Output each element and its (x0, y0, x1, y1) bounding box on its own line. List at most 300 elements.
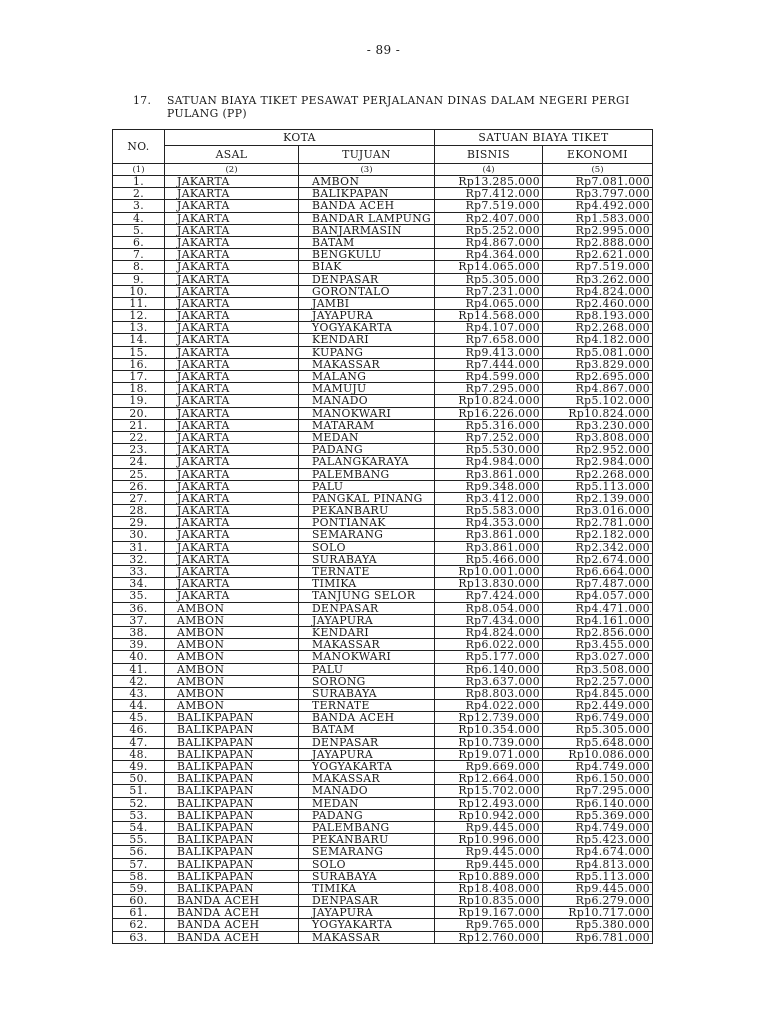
cell-asal: BALIKPAPAN (165, 846, 299, 858)
cell-asal: JAKARTA (165, 371, 299, 383)
cell-bisnis: Rp4.824.000 (435, 627, 543, 639)
cell-asal: JAKARTA (165, 444, 299, 456)
cell-no: 11. (113, 298, 165, 310)
cell-ekonomi: Rp2.139.000 (543, 493, 653, 505)
header-kota: KOTA (165, 130, 435, 146)
cell-asal: JAKARTA (165, 274, 299, 286)
cell-ekonomi: Rp6.150.000 (543, 773, 653, 785)
cell-asal: JAKARTA (165, 505, 299, 517)
table-row (113, 310, 653, 322)
cell-ekonomi: Rp2.449.000 (543, 700, 653, 712)
cell-ekonomi: Rp3.027.000 (543, 651, 653, 663)
cell-no: 43. (113, 688, 165, 700)
cell-bisnis: Rp10.835.000 (435, 895, 543, 907)
cell-no: 47. (113, 737, 165, 749)
cell-bisnis: Rp7.434.000 (435, 615, 543, 627)
cell-asal: JAKARTA (165, 176, 299, 188)
cell-ekonomi: Rp3.262.000 (543, 274, 653, 286)
cell-no: 49. (113, 761, 165, 773)
cell-bisnis: Rp7.519.000 (435, 200, 543, 212)
table-row (113, 237, 653, 249)
cell-no: 18. (113, 383, 165, 395)
cell-bisnis: Rp9.348.000 (435, 481, 543, 493)
cell-bisnis: Rp8.054.000 (435, 603, 543, 615)
cell-ekonomi: Rp4.824.000 (543, 286, 653, 298)
cell-ekonomi: Rp7.295.000 (543, 785, 653, 797)
cell-asal: JAKARTA (165, 237, 299, 249)
cell-ekonomi: Rp2.695.000 (543, 371, 653, 383)
cell-no: 29. (113, 517, 165, 529)
cell-no: 14. (113, 334, 165, 346)
cell-tujuan: JAYAPURA (299, 310, 435, 322)
table-row (113, 846, 653, 858)
cell-no: 51. (113, 785, 165, 797)
cell-tujuan: SORONG (299, 676, 435, 688)
cell-ekonomi: Rp6.749.000 (543, 712, 653, 724)
cell-tujuan: PALEMBANG (299, 822, 435, 834)
table-row (113, 578, 653, 590)
cell-asal: BALIKPAPAN (165, 834, 299, 846)
cell-tujuan: SURABAYA (299, 554, 435, 566)
cell-bisnis: Rp5.583.000 (435, 505, 543, 517)
cell-no: 63. (113, 932, 165, 944)
cell-ekonomi: Rp2.984.000 (543, 456, 653, 468)
table-row (113, 724, 653, 736)
table-row (113, 529, 653, 541)
cell-ekonomi: Rp7.081.000 (543, 176, 653, 188)
cell-ekonomi: Rp3.508.000 (543, 664, 653, 676)
cell-no: 41. (113, 664, 165, 676)
cell-asal: JAKARTA (165, 334, 299, 346)
cell-bisnis: Rp14.065.000 (435, 261, 543, 273)
cell-no: 34. (113, 578, 165, 590)
cell-bisnis: Rp5.305.000 (435, 274, 543, 286)
cell-no: 30. (113, 529, 165, 541)
cell-asal: AMBON (165, 664, 299, 676)
cell-asal: JAKARTA (165, 395, 299, 407)
cell-ekonomi: Rp5.648.000 (543, 737, 653, 749)
header-satuan-biaya-tiket: SATUAN BIAYA TIKET (435, 130, 653, 146)
cell-no: 46. (113, 724, 165, 736)
cell-bisnis: Rp6.140.000 (435, 664, 543, 676)
cell-ekonomi: Rp4.182.000 (543, 334, 653, 346)
cell-tujuan: BATAM (299, 237, 435, 249)
cell-asal: BALIKPAPAN (165, 761, 299, 773)
cell-no: 58. (113, 871, 165, 883)
cell-bisnis: Rp4.984.000 (435, 456, 543, 468)
cell-ekonomi: Rp9.445.000 (543, 883, 653, 895)
table-row (113, 481, 653, 493)
cell-tujuan: MANADO (299, 395, 435, 407)
cell-tujuan: GORONTALO (299, 286, 435, 298)
cell-asal: JAKARTA (165, 578, 299, 590)
cell-ekonomi: Rp3.016.000 (543, 505, 653, 517)
table-row (113, 213, 653, 225)
cell-asal: BANDA ACEH (165, 919, 299, 931)
cell-ekonomi: Rp10.824.000 (543, 408, 653, 420)
cell-bisnis: Rp4.107.000 (435, 322, 543, 334)
cell-asal: AMBON (165, 627, 299, 639)
cell-bisnis: Rp10.889.000 (435, 871, 543, 883)
cell-asal: BALIKPAPAN (165, 773, 299, 785)
cell-no: 42. (113, 676, 165, 688)
cell-no: 60. (113, 895, 165, 907)
cell-bisnis: Rp7.252.000 (435, 432, 543, 444)
cell-tujuan: JAYAPURA (299, 615, 435, 627)
cell-tujuan: BANDA ACEH (299, 712, 435, 724)
cell-bisnis: Rp12.493.000 (435, 798, 543, 810)
cell-asal: BANDA ACEH (165, 895, 299, 907)
cell-asal: JAKARTA (165, 347, 299, 359)
cell-ekonomi: Rp2.674.000 (543, 554, 653, 566)
cell-bisnis: Rp4.065.000 (435, 298, 543, 310)
header-bisnis: BISNIS (435, 146, 543, 164)
cell-ekonomi: Rp5.113.000 (543, 481, 653, 493)
table-row (113, 883, 653, 895)
cell-ekonomi: Rp5.081.000 (543, 347, 653, 359)
cell-asal: JAKARTA (165, 408, 299, 420)
cell-bisnis: Rp12.739.000 (435, 712, 543, 724)
table-row (113, 664, 653, 676)
cell-no: 26. (113, 481, 165, 493)
cell-asal: JAKARTA (165, 188, 299, 200)
cell-tujuan: DENPASAR (299, 895, 435, 907)
cell-asal: AMBON (165, 603, 299, 615)
cell-tujuan: MEDAN (299, 432, 435, 444)
cell-no: 4. (113, 213, 165, 225)
cell-ekonomi: Rp4.057.000 (543, 590, 653, 602)
cell-asal: AMBON (165, 651, 299, 663)
table-row (113, 322, 653, 334)
cell-ekonomi: Rp5.305.000 (543, 724, 653, 736)
table-row (113, 688, 653, 700)
cell-asal: BALIKPAPAN (165, 883, 299, 895)
cell-bisnis: Rp15.702.000 (435, 785, 543, 797)
cell-bisnis: Rp7.424.000 (435, 590, 543, 602)
cell-tujuan: PALEMBANG (299, 469, 435, 481)
cell-asal: BALIKPAPAN (165, 737, 299, 749)
column-number: (4) (435, 164, 543, 176)
cell-asal: JAKARTA (165, 566, 299, 578)
cell-tujuan: MATARAM (299, 420, 435, 432)
cell-no: 50. (113, 773, 165, 785)
cell-ekonomi: Rp6.279.000 (543, 895, 653, 907)
cell-bisnis: Rp7.658.000 (435, 334, 543, 346)
cell-bisnis: Rp5.466.000 (435, 554, 543, 566)
cell-ekonomi: Rp2.182.000 (543, 529, 653, 541)
cell-ekonomi: Rp4.674.000 (543, 846, 653, 858)
cell-asal: BALIKPAPAN (165, 822, 299, 834)
cell-bisnis: Rp3.861.000 (435, 529, 543, 541)
cell-no: 31. (113, 542, 165, 554)
cell-bisnis: Rp9.669.000 (435, 761, 543, 773)
section-title (167, 94, 630, 120)
cell-tujuan: KENDARI (299, 627, 435, 639)
cell-asal: BALIKPAPAN (165, 749, 299, 761)
cell-ekonomi: Rp4.813.000 (543, 859, 653, 871)
header-ekonomi: EKONOMI (543, 146, 653, 164)
cell-bisnis: Rp9.413.000 (435, 347, 543, 359)
ticket-cost-table (112, 129, 653, 944)
table-row (113, 871, 653, 883)
cell-tujuan: BANJARMASIN (299, 225, 435, 237)
cell-asal: JAKARTA (165, 456, 299, 468)
cell-ekonomi: Rp2.856.000 (543, 627, 653, 639)
table-row (113, 408, 653, 420)
cell-asal: BALIKPAPAN (165, 859, 299, 871)
cell-asal: AMBON (165, 615, 299, 627)
column-number: (1) (113, 164, 165, 176)
cell-no: 40. (113, 651, 165, 663)
table-row (113, 420, 653, 432)
cell-no: 37. (113, 615, 165, 627)
cell-asal: JAKARTA (165, 359, 299, 371)
cell-bisnis: Rp9.445.000 (435, 822, 543, 834)
table-row (113, 188, 653, 200)
cell-bisnis: Rp3.861.000 (435, 542, 543, 554)
cell-bisnis: Rp10.354.000 (435, 724, 543, 736)
cell-no: 53. (113, 810, 165, 822)
cell-no: 33. (113, 566, 165, 578)
cell-tujuan: TIMIKA (299, 578, 435, 590)
cell-asal: JAKARTA (165, 481, 299, 493)
cell-bisnis: Rp14.568.000 (435, 310, 543, 322)
table-row (113, 383, 653, 395)
cell-asal: AMBON (165, 676, 299, 688)
table-row (113, 627, 653, 639)
cell-asal: JAKARTA (165, 322, 299, 334)
cell-ekonomi: Rp6.140.000 (543, 798, 653, 810)
table-row (113, 274, 653, 286)
cell-bisnis: Rp7.444.000 (435, 359, 543, 371)
table-row (113, 286, 653, 298)
column-number: (2) (165, 164, 299, 176)
table-row (113, 249, 653, 261)
cell-asal: JAKARTA (165, 432, 299, 444)
cell-bisnis: Rp5.530.000 (435, 444, 543, 456)
table-row (113, 542, 653, 554)
cell-bisnis: Rp5.252.000 (435, 225, 543, 237)
cell-ekonomi: Rp10.717.000 (543, 907, 653, 919)
cell-bisnis: Rp7.412.000 (435, 188, 543, 200)
cell-ekonomi: Rp2.995.000 (543, 225, 653, 237)
cell-bisnis: Rp13.830.000 (435, 578, 543, 590)
cell-tujuan: TERNATE (299, 566, 435, 578)
cell-tujuan: JAYAPURA (299, 749, 435, 761)
cell-no: 22. (113, 432, 165, 444)
cell-bisnis: Rp19.071.000 (435, 749, 543, 761)
table-row (113, 432, 653, 444)
cell-no: 2. (113, 188, 165, 200)
cell-tujuan: PALU (299, 664, 435, 676)
cell-bisnis: Rp5.316.000 (435, 420, 543, 432)
cell-bisnis: Rp8.803.000 (435, 688, 543, 700)
header-asal: ASAL (165, 146, 299, 164)
cell-bisnis: Rp3.637.000 (435, 676, 543, 688)
table-row (113, 200, 653, 212)
cell-no: 61. (113, 907, 165, 919)
cell-asal: JAKARTA (165, 286, 299, 298)
table-row (113, 785, 653, 797)
cell-tujuan: PADANG (299, 810, 435, 822)
table-row (113, 895, 653, 907)
table-row (113, 517, 653, 529)
cell-asal: BALIKPAPAN (165, 810, 299, 822)
cell-tujuan: BANDA ACEH (299, 200, 435, 212)
cell-no: 15. (113, 347, 165, 359)
cell-no: 52. (113, 798, 165, 810)
cell-tujuan: BENGKULU (299, 249, 435, 261)
table-row (113, 700, 653, 712)
cell-ekonomi: Rp4.749.000 (543, 761, 653, 773)
cell-no: 12. (113, 310, 165, 322)
cell-tujuan: SURABAYA (299, 871, 435, 883)
cell-bisnis: Rp6.022.000 (435, 639, 543, 651)
cell-ekonomi: Rp3.455.000 (543, 639, 653, 651)
cell-ekonomi: Rp2.257.000 (543, 676, 653, 688)
cell-asal: BALIKPAPAN (165, 712, 299, 724)
column-number: (5) (543, 164, 653, 176)
cell-bisnis: Rp12.664.000 (435, 773, 543, 785)
table-row (113, 798, 653, 810)
cell-tujuan: MAKASSAR (299, 932, 435, 944)
cell-tujuan: SURABAYA (299, 688, 435, 700)
cell-no: 13. (113, 322, 165, 334)
cell-asal: AMBON (165, 700, 299, 712)
table-row (113, 651, 653, 663)
cell-no: 3. (113, 200, 165, 212)
cell-no: 59. (113, 883, 165, 895)
cell-ekonomi: Rp4.161.000 (543, 615, 653, 627)
cell-tujuan: AMBON (299, 176, 435, 188)
cell-asal: BALIKPAPAN (165, 798, 299, 810)
table-row (113, 359, 653, 371)
cell-tujuan: SEMARANG (299, 529, 435, 541)
cell-no: 21. (113, 420, 165, 432)
cell-no: 8. (113, 261, 165, 273)
cell-bisnis: Rp3.861.000 (435, 469, 543, 481)
cell-bisnis: Rp10.996.000 (435, 834, 543, 846)
cell-tujuan: MAMUJU (299, 383, 435, 395)
cell-tujuan: BALIKPAPAN (299, 188, 435, 200)
cell-bisnis: Rp7.231.000 (435, 286, 543, 298)
cell-tujuan: MAKASSAR (299, 639, 435, 651)
cell-tujuan: JAYAPURA (299, 907, 435, 919)
cell-tujuan: YOGYAKARTA (299, 322, 435, 334)
cell-ekonomi: Rp4.749.000 (543, 822, 653, 834)
table-row (113, 749, 653, 761)
cell-asal: JAKARTA (165, 213, 299, 225)
cell-ekonomi: Rp4.492.000 (543, 200, 653, 212)
cell-ekonomi: Rp4.867.000 (543, 383, 653, 395)
cell-ekonomi: Rp2.781.000 (543, 517, 653, 529)
cell-tujuan: PALU (299, 481, 435, 493)
cell-bisnis: Rp13.285.000 (435, 176, 543, 188)
cell-asal: JAKARTA (165, 261, 299, 273)
header-no: NO. (113, 130, 165, 164)
cell-bisnis: Rp18.408.000 (435, 883, 543, 895)
cell-no: 44. (113, 700, 165, 712)
table-row (113, 395, 653, 407)
section-title-line: SATUAN BIAYA TIKET PESAWAT PERJALANAN DINAS DALAM NEGERI PERGI (167, 94, 630, 107)
cell-tujuan: PONTIANAK (299, 517, 435, 529)
cell-ekonomi: Rp6.781.000 (543, 932, 653, 944)
cell-tujuan: YOGYAKARTA (299, 919, 435, 931)
table-row (113, 761, 653, 773)
cell-bisnis: Rp9.445.000 (435, 846, 543, 858)
cell-tujuan: DENPASAR (299, 274, 435, 286)
header-tujuan: TUJUAN (299, 146, 435, 164)
cell-ekonomi: Rp2.952.000 (543, 444, 653, 456)
page-number: - 89 - (366, 43, 401, 57)
cell-ekonomi: Rp7.519.000 (543, 261, 653, 273)
cell-no: 62. (113, 919, 165, 931)
cell-no: 56. (113, 846, 165, 858)
cell-no: 6. (113, 237, 165, 249)
section-number: 17. (133, 94, 152, 107)
cell-no: 48. (113, 749, 165, 761)
cell-no: 27. (113, 493, 165, 505)
cell-no: 57. (113, 859, 165, 871)
cell-tujuan: BIAK (299, 261, 435, 273)
cell-bisnis: Rp7.295.000 (435, 383, 543, 395)
cell-ekonomi: Rp2.460.000 (543, 298, 653, 310)
cell-bisnis: Rp4.867.000 (435, 237, 543, 249)
cell-ekonomi: Rp3.230.000 (543, 420, 653, 432)
cell-no: 20. (113, 408, 165, 420)
cell-tujuan: PANGKAL PINANG (299, 493, 435, 505)
table-row (113, 834, 653, 846)
cell-tujuan: MEDAN (299, 798, 435, 810)
cell-tujuan: MAKASSAR (299, 359, 435, 371)
cell-tujuan: PALANGKARAYA (299, 456, 435, 468)
cell-ekonomi: Rp3.808.000 (543, 432, 653, 444)
cell-tujuan: SOLO (299, 542, 435, 554)
table-row (113, 615, 653, 627)
cell-tujuan: SOLO (299, 859, 435, 871)
cell-ekonomi: Rp10.086.000 (543, 749, 653, 761)
cell-ekonomi: Rp2.342.000 (543, 542, 653, 554)
cell-tujuan: KENDARI (299, 334, 435, 346)
cell-no: 32. (113, 554, 165, 566)
cell-tujuan: MANOKWARI (299, 408, 435, 420)
table-header (113, 130, 653, 176)
table-row (113, 469, 653, 481)
cell-no: 54. (113, 822, 165, 834)
cell-no: 7. (113, 249, 165, 261)
cell-no: 39. (113, 639, 165, 651)
cell-ekonomi: Rp5.423.000 (543, 834, 653, 846)
table-row (113, 493, 653, 505)
table-row (113, 907, 653, 919)
cell-tujuan: MAKASSAR (299, 773, 435, 785)
table-row (113, 603, 653, 615)
table-row (113, 225, 653, 237)
cell-tujuan: DENPASAR (299, 737, 435, 749)
cell-ekonomi: Rp5.369.000 (543, 810, 653, 822)
cell-tujuan: KUPANG (299, 347, 435, 359)
cell-bisnis: Rp4.353.000 (435, 517, 543, 529)
cell-no: 19. (113, 395, 165, 407)
table-row (113, 566, 653, 578)
table-row (113, 810, 653, 822)
cell-asal: JAKARTA (165, 493, 299, 505)
cell-tujuan: BATAM (299, 724, 435, 736)
cell-ekonomi: Rp6.664.000 (543, 566, 653, 578)
cell-asal: JAKARTA (165, 249, 299, 261)
cell-tujuan: PADANG (299, 444, 435, 456)
cell-ekonomi: Rp3.797.000 (543, 188, 653, 200)
